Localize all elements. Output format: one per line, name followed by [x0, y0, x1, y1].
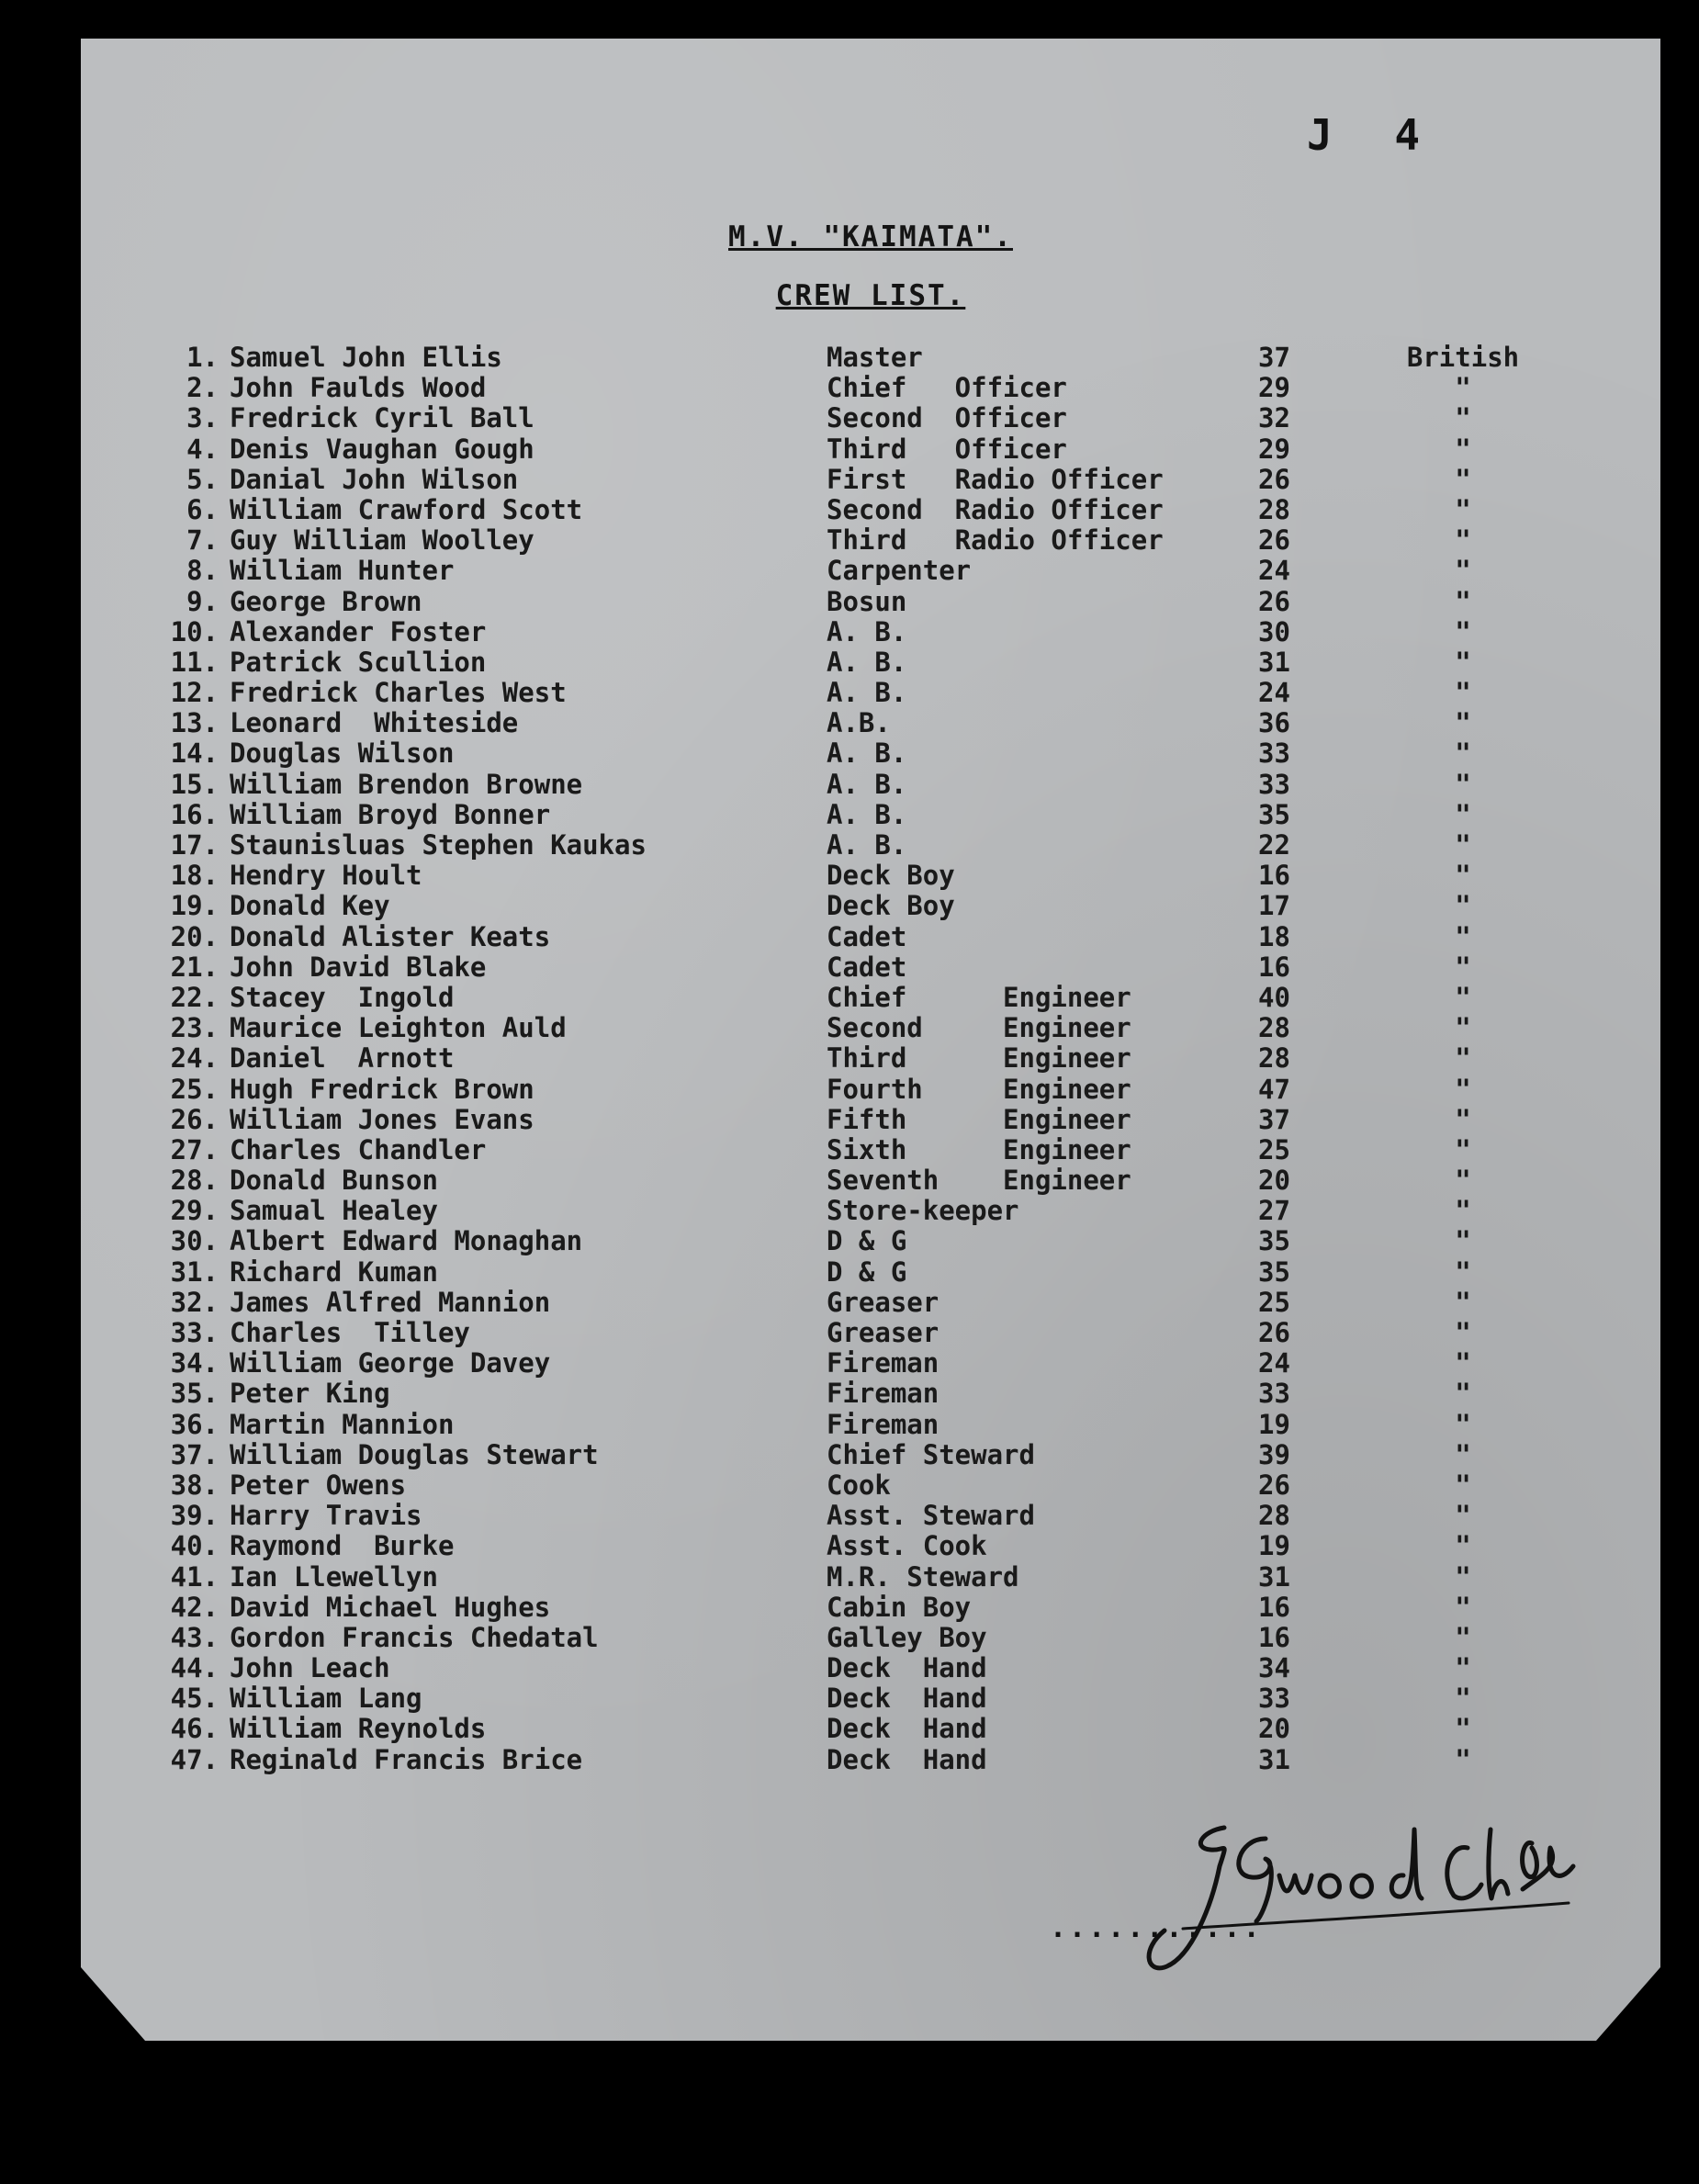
- crew-rank: Cabin Boy: [827, 1591, 972, 1623]
- crew-row: [81, 1439, 1660, 1469]
- crew-nationality: ": [1455, 585, 1471, 617]
- crew-number: 29.: [170, 1195, 219, 1227]
- crew-rank: Store-keeper: [827, 1195, 1019, 1227]
- crew-nationality: ": [1455, 372, 1471, 404]
- crew-number: 36.: [170, 1408, 219, 1440]
- crew-age: 39: [1258, 1438, 1290, 1470]
- crew-age: 16: [1258, 1621, 1290, 1653]
- crew-row: [81, 1195, 1660, 1225]
- crew-age: 35: [1258, 798, 1290, 830]
- crew-age: 35: [1258, 1255, 1290, 1288]
- crew-name: William George Davey: [230, 1347, 551, 1379]
- crew-name: William Lang: [230, 1683, 422, 1715]
- crew-nationality: ": [1455, 1347, 1471, 1379]
- crew-row: [81, 1347, 1660, 1378]
- crew-number: 4.: [186, 433, 219, 465]
- crew-name: Ian Llewellyn: [230, 1560, 438, 1593]
- crew-nationality: ": [1455, 1743, 1471, 1775]
- crew-age: 20: [1258, 1713, 1290, 1745]
- crew-rank: A.B.: [827, 707, 891, 739]
- crew-name: Peter Owens: [230, 1469, 407, 1501]
- crew-number: 28.: [170, 1165, 219, 1197]
- crew-nationality: ": [1455, 890, 1471, 922]
- crew-age: 17: [1258, 890, 1290, 922]
- crew-number: 10.: [170, 615, 219, 647]
- crew-age: 24: [1258, 555, 1290, 587]
- crew-age: 33: [1258, 737, 1290, 770]
- crew-number: 17.: [170, 829, 219, 861]
- crew-row: [81, 1225, 1660, 1255]
- crew-row: [81, 707, 1660, 737]
- crew-row: [81, 616, 1660, 647]
- crew-name: Hugh Fredrick Brown: [230, 1073, 534, 1105]
- crew-number: 33.: [170, 1317, 219, 1348]
- crew-name: Albert Edward Monaghan: [230, 1225, 583, 1257]
- list-title: CREW LIST.: [775, 279, 966, 312]
- crew-name: William Jones Evans: [230, 1103, 534, 1135]
- crew-age: 26: [1258, 1469, 1290, 1501]
- crew-row: [81, 647, 1660, 677]
- crew-rank: Deck Boy: [827, 890, 955, 922]
- crew-row: [81, 1622, 1660, 1652]
- document-page: [81, 39, 1660, 2041]
- crew-age: 19: [1258, 1530, 1290, 1562]
- crew-age: 22: [1258, 829, 1290, 861]
- crew-nationality: ": [1455, 555, 1471, 587]
- crew-name: Charles Tilley: [230, 1317, 470, 1348]
- crew-number: 42.: [170, 1591, 219, 1623]
- crew-nationality: ": [1455, 951, 1471, 983]
- crew-row: [81, 402, 1660, 433]
- crew-row: [81, 1287, 1660, 1317]
- crew-number: 5.: [186, 463, 219, 495]
- crew-number: 12.: [170, 677, 219, 709]
- crew-age: 26: [1258, 585, 1290, 617]
- crew-age: 20: [1258, 1165, 1290, 1197]
- crew-nationality: ": [1455, 1683, 1471, 1715]
- crew-rank: Fourth Engineer: [827, 1073, 1131, 1105]
- crew-row: [81, 921, 1660, 951]
- crew-nationality: ": [1455, 463, 1471, 495]
- crew-number: 35.: [170, 1378, 219, 1410]
- crew-rank: Master: [827, 342, 923, 373]
- crew-name: Samuel John Ellis: [230, 342, 502, 373]
- crew-row: [81, 494, 1660, 524]
- crew-rank: A. B.: [827, 615, 907, 647]
- crew-name: George Brown: [230, 585, 422, 617]
- crew-nationality: ": [1455, 493, 1471, 525]
- crew-age: 16: [1258, 951, 1290, 983]
- crew-number: 11.: [170, 646, 219, 678]
- crew-age: 28: [1258, 1500, 1290, 1532]
- crew-row: [81, 372, 1660, 402]
- crew-age: 40: [1258, 981, 1290, 1013]
- crew-row: [81, 1134, 1660, 1165]
- crew-name: William Douglas Stewart: [230, 1438, 599, 1470]
- crew-age: 32: [1258, 402, 1290, 434]
- crew-row: [81, 1256, 1660, 1287]
- crew-nationality: ": [1455, 1560, 1471, 1593]
- crew-number: 19.: [170, 890, 219, 922]
- crew-name: Staunisluas Stephen Kaukas: [230, 829, 647, 861]
- crew-row: [81, 1530, 1660, 1560]
- crew-rank: Deck Boy: [827, 860, 955, 892]
- crew-rank: Cook: [827, 1469, 891, 1501]
- crew-row: [81, 433, 1660, 464]
- crew-row: [81, 737, 1660, 768]
- crew-row: [81, 1561, 1660, 1592]
- crew-nationality: ": [1455, 1621, 1471, 1653]
- crew-nationality: ": [1455, 737, 1471, 770]
- crew-row: [81, 769, 1660, 799]
- crew-age: 25: [1258, 1286, 1290, 1318]
- crew-row: [81, 586, 1660, 616]
- crew-row: [81, 524, 1660, 555]
- crew-age: 29: [1258, 433, 1290, 465]
- crew-name: William Hunter: [230, 555, 455, 587]
- crew-age: 31: [1258, 1560, 1290, 1593]
- crew-number: 13.: [170, 707, 219, 739]
- crew-nationality: ": [1455, 1042, 1471, 1075]
- crew-age: 26: [1258, 1317, 1290, 1348]
- crew-row: [81, 1074, 1660, 1104]
- crew-nationality: ": [1455, 1225, 1471, 1257]
- page-mark: J 4: [1307, 110, 1439, 160]
- crew-age: 24: [1258, 1347, 1290, 1379]
- crew-row: [81, 829, 1660, 860]
- crew-rank: Fifth Engineer: [827, 1103, 1131, 1135]
- crew-number: 22.: [170, 981, 219, 1013]
- folded-corner-right: [1596, 1967, 1660, 2041]
- crew-name: William Crawford Scott: [230, 493, 583, 525]
- crew-rank: Third Officer: [827, 433, 1067, 465]
- crew-rank: Second Radio Officer: [827, 493, 1164, 525]
- crew-name: Patrick Scullion: [230, 646, 487, 678]
- crew-number: 38.: [170, 1469, 219, 1501]
- signature-line: ...........: [1050, 1912, 1263, 1944]
- crew-rank: Bosun: [827, 585, 907, 617]
- crew-nationality: ": [1455, 1713, 1471, 1745]
- crew-nationality: ": [1455, 1378, 1471, 1410]
- crew-rank: A. B.: [827, 798, 907, 830]
- crew-row: [81, 951, 1660, 982]
- crew-age: 28: [1258, 493, 1290, 525]
- crew-rank: Carpenter: [827, 555, 972, 587]
- crew-name: Donald Key: [230, 890, 390, 922]
- crew-number: 34.: [170, 1347, 219, 1379]
- crew-age: 26: [1258, 463, 1290, 495]
- crew-row: [81, 464, 1660, 494]
- crew-name: John Leach: [230, 1652, 390, 1684]
- crew-number: 30.: [170, 1225, 219, 1257]
- crew-nationality: ": [1455, 1591, 1471, 1623]
- crew-rank: Greaser: [827, 1317, 940, 1348]
- crew-age: 27: [1258, 1195, 1290, 1227]
- crew-number: 14.: [170, 737, 219, 770]
- crew-name: Fredrick Cyril Ball: [230, 402, 534, 434]
- crew-nationality: ": [1455, 829, 1471, 861]
- crew-rank: Chief Steward: [827, 1438, 1035, 1470]
- handwritten-signature: [1128, 1811, 1587, 1976]
- crew-name: Peter King: [230, 1378, 390, 1410]
- crew-nationality: ": [1455, 1195, 1471, 1227]
- crew-row: [81, 1469, 1660, 1500]
- crew-nationality: ": [1455, 1317, 1471, 1348]
- crew-nationality: ": [1455, 920, 1471, 952]
- crew-nationality: ": [1455, 677, 1471, 709]
- crew-nationality: ": [1455, 1103, 1471, 1135]
- crew-number: 47.: [170, 1743, 219, 1775]
- crew-list: [81, 342, 1660, 1774]
- crew-row: [81, 1378, 1660, 1408]
- crew-age: 33: [1258, 1683, 1290, 1715]
- crew-name: Martin Mannion: [230, 1408, 455, 1440]
- crew-age: 28: [1258, 1042, 1290, 1075]
- crew-row: [81, 555, 1660, 585]
- crew-name: Gordon Francis Chedatal: [230, 1621, 599, 1653]
- crew-nationality: ": [1455, 402, 1471, 434]
- crew-rank: Chief Officer: [827, 372, 1067, 404]
- crew-name: Harry Travis: [230, 1500, 422, 1532]
- crew-name: James Alfred Mannion: [230, 1286, 551, 1318]
- crew-age: 34: [1258, 1652, 1290, 1684]
- crew-row: [81, 342, 1660, 372]
- crew-age: 36: [1258, 707, 1290, 739]
- crew-nationality: ": [1455, 1500, 1471, 1532]
- crew-row: [81, 677, 1660, 707]
- crew-rank: A. B.: [827, 737, 907, 770]
- crew-row: [81, 1744, 1660, 1774]
- crew-number: 43.: [170, 1621, 219, 1653]
- crew-rank: Greaser: [827, 1286, 940, 1318]
- crew-nationality: ": [1455, 1530, 1471, 1562]
- crew-nationality: ": [1455, 798, 1471, 830]
- crew-row: [81, 799, 1660, 829]
- crew-number: 3.: [186, 402, 219, 434]
- crew-name: Leonard Whiteside: [230, 707, 519, 739]
- crew-age: 26: [1258, 524, 1290, 557]
- crew-rank: Third Radio Officer: [827, 524, 1164, 557]
- crew-name: Hendry Hoult: [230, 860, 422, 892]
- crew-age: 33: [1258, 768, 1290, 800]
- crew-age: 19: [1258, 1408, 1290, 1440]
- crew-row: [81, 890, 1660, 920]
- crew-rank: A. B.: [827, 768, 907, 800]
- crew-number: 25.: [170, 1073, 219, 1105]
- crew-rank: D & G: [827, 1225, 907, 1257]
- crew-number: 1.: [186, 342, 219, 373]
- crew-age: 29: [1258, 372, 1290, 404]
- crew-number: 32.: [170, 1286, 219, 1318]
- crew-age: 28: [1258, 1012, 1290, 1044]
- crew-rank: Fireman: [827, 1347, 940, 1379]
- crew-number: 27.: [170, 1133, 219, 1165]
- crew-age: 24: [1258, 677, 1290, 709]
- crew-name: Guy William Woolley: [230, 524, 534, 557]
- crew-number: 20.: [170, 920, 219, 952]
- crew-number: 41.: [170, 1560, 219, 1593]
- crew-nationality: ": [1455, 1286, 1471, 1318]
- crew-rank: A. B.: [827, 646, 907, 678]
- crew-nationality: ": [1455, 433, 1471, 465]
- crew-nationality: ": [1455, 1165, 1471, 1197]
- crew-rank: Chief Engineer: [827, 981, 1131, 1013]
- crew-row: [81, 1012, 1660, 1042]
- crew-row: [81, 1683, 1660, 1713]
- crew-row: [81, 860, 1660, 890]
- crew-age: 30: [1258, 615, 1290, 647]
- crew-name: Alexander Foster: [230, 615, 487, 647]
- crew-rank: Galley Boy: [827, 1621, 987, 1653]
- crew-name: Fredrick Charles West: [230, 677, 567, 709]
- crew-rank: Asst. Steward: [827, 1500, 1035, 1532]
- crew-name: John Faulds Wood: [230, 372, 487, 404]
- crew-row: [81, 1165, 1660, 1195]
- crew-number: 39.: [170, 1500, 219, 1532]
- crew-age: 16: [1258, 1591, 1290, 1623]
- crew-name: Stacey Ingold: [230, 981, 455, 1013]
- crew-rank: D & G: [827, 1255, 907, 1288]
- crew-name: Charles Chandler: [230, 1133, 487, 1165]
- crew-nationality: ": [1455, 1255, 1471, 1288]
- crew-rank: Fireman: [827, 1378, 940, 1410]
- crew-number: 23.: [170, 1012, 219, 1044]
- crew-nationality: ": [1455, 1408, 1471, 1440]
- crew-rank: Cadet: [827, 920, 907, 952]
- crew-name: John David Blake: [230, 951, 487, 983]
- crew-row: [81, 1713, 1660, 1743]
- crew-number: 40.: [170, 1530, 219, 1562]
- crew-age: 25: [1258, 1133, 1290, 1165]
- crew-age: 37: [1258, 1103, 1290, 1135]
- crew-number: 18.: [170, 860, 219, 892]
- crew-number: 26.: [170, 1103, 219, 1135]
- crew-name: David Michael Hughes: [230, 1591, 551, 1623]
- crew-row: [81, 1104, 1660, 1134]
- folded-corner-left: [81, 1967, 145, 2041]
- crew-row: [81, 982, 1660, 1012]
- crew-name: Denis Vaughan Gough: [230, 433, 534, 465]
- crew-name: Daniel Arnott: [230, 1042, 455, 1075]
- ship-title: M.V. "KAIMATA".: [728, 220, 1013, 253]
- crew-number: 15.: [170, 768, 219, 800]
- crew-number: 6.: [186, 493, 219, 525]
- crew-name: Richard Kuman: [230, 1255, 438, 1288]
- crew-name: Donald Alister Keats: [230, 920, 551, 952]
- crew-rank: A. B.: [827, 829, 907, 861]
- crew-rank: Cadet: [827, 951, 907, 983]
- crew-age: 37: [1258, 342, 1290, 373]
- crew-nationality: ": [1455, 860, 1471, 892]
- crew-name: Samual Healey: [230, 1195, 438, 1227]
- crew-name: Danial John Wilson: [230, 463, 519, 495]
- crew-nationality: ": [1455, 707, 1471, 739]
- crew-row: [81, 1592, 1660, 1622]
- crew-rank: Deck Hand: [827, 1743, 987, 1775]
- crew-rank: Fireman: [827, 1408, 940, 1440]
- crew-number: 44.: [170, 1652, 219, 1684]
- crew-number: 8.: [186, 555, 219, 587]
- crew-number: 45.: [170, 1683, 219, 1715]
- crew-nationality: ": [1455, 524, 1471, 557]
- crew-rank: Third Engineer: [827, 1042, 1131, 1075]
- crew-name: Reginald Francis Brice: [230, 1743, 583, 1775]
- crew-age: 33: [1258, 1378, 1290, 1410]
- crew-rank: Second Officer: [827, 402, 1067, 434]
- crew-number: 37.: [170, 1438, 219, 1470]
- crew-name: Douglas Wilson: [230, 737, 455, 770]
- crew-rank: Asst. Cook: [827, 1530, 987, 1562]
- crew-nationality: ": [1455, 615, 1471, 647]
- crew-number: 7.: [186, 524, 219, 557]
- crew-nationality: British: [1406, 342, 1520, 373]
- crew-row: [81, 1042, 1660, 1073]
- crew-name: William Brendon Browne: [230, 768, 583, 800]
- crew-name: William Reynolds: [230, 1713, 487, 1745]
- crew-row: [81, 1409, 1660, 1439]
- crew-rank: Deck Hand: [827, 1713, 987, 1745]
- crew-row: [81, 1317, 1660, 1347]
- crew-nationality: ": [1455, 1012, 1471, 1044]
- crew-nationality: ": [1455, 1073, 1471, 1105]
- crew-rank: Sixth Engineer: [827, 1133, 1131, 1165]
- crew-number: 16.: [170, 798, 219, 830]
- crew-name: Donald Bunson: [230, 1165, 438, 1197]
- crew-rank: First Radio Officer: [827, 463, 1164, 495]
- crew-nationality: ": [1455, 1438, 1471, 1470]
- crew-row: [81, 1652, 1660, 1683]
- crew-number: 24.: [170, 1042, 219, 1075]
- crew-age: 31: [1258, 1743, 1290, 1775]
- crew-rank: Second Engineer: [827, 1012, 1131, 1044]
- crew-number: 2.: [186, 372, 219, 404]
- crew-age: 47: [1258, 1073, 1290, 1105]
- crew-number: 31.: [170, 1255, 219, 1288]
- crew-nationality: ": [1455, 981, 1471, 1013]
- crew-nationality: ": [1455, 1469, 1471, 1501]
- crew-name: William Broyd Bonner: [230, 798, 551, 830]
- crew-rank: Seventh Engineer: [827, 1165, 1131, 1197]
- crew-rank: Deck Hand: [827, 1652, 987, 1684]
- crew-nationality: ": [1455, 1133, 1471, 1165]
- crew-age: 16: [1258, 860, 1290, 892]
- crew-name: Maurice Leighton Auld: [230, 1012, 567, 1044]
- crew-number: 21.: [170, 951, 219, 983]
- crew-rank: M.R. Steward: [827, 1560, 1019, 1593]
- crew-age: 35: [1258, 1225, 1290, 1257]
- crew-rank: A. B.: [827, 677, 907, 709]
- crew-age: 31: [1258, 646, 1290, 678]
- crew-nationality: ": [1455, 1652, 1471, 1684]
- crew-rank: Deck Hand: [827, 1683, 987, 1715]
- crew-row: [81, 1500, 1660, 1530]
- crew-age: 18: [1258, 920, 1290, 952]
- crew-name: Raymond Burke: [230, 1530, 455, 1562]
- crew-number: 46.: [170, 1713, 219, 1745]
- crew-nationality: ": [1455, 646, 1471, 678]
- crew-nationality: ": [1455, 768, 1471, 800]
- crew-number: 9.: [186, 585, 219, 617]
